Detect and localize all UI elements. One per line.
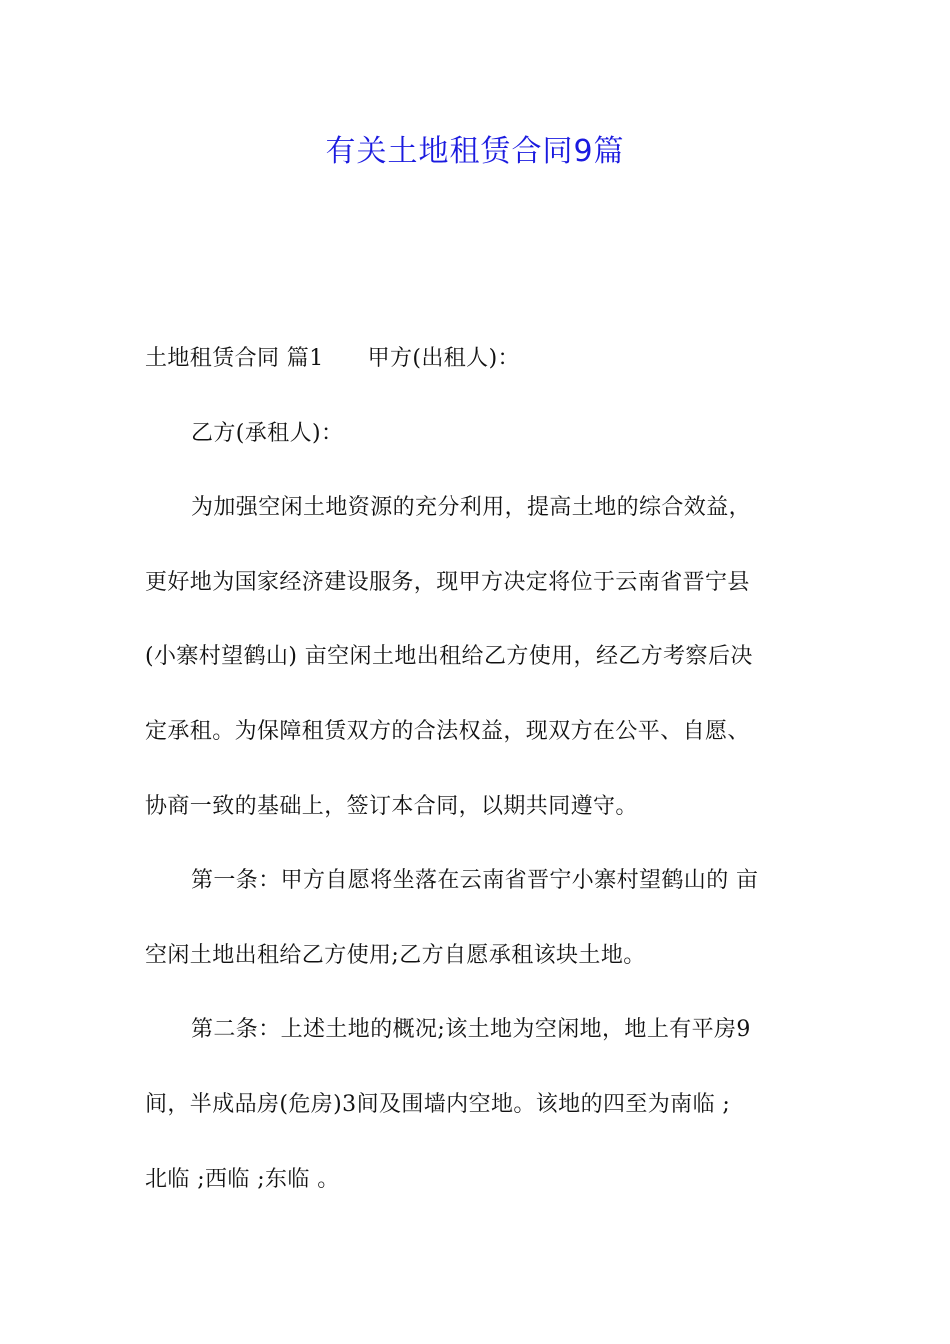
party-a-label: 甲方(出租人)：: [367, 346, 520, 371]
paragraph-intro-line-3: (小寨村望鹤山) 亩空闲土地出租给乙方使用，经乙方考察后决: [145, 644, 753, 670]
paragraph-intro-line-2: 更好地为国家经济建设服务，现甲方决定将位于云南省晋宁县: [145, 569, 750, 595]
contract-heading: 土地租赁合同 篇1: [145, 346, 324, 371]
paragraph-intro-line-1: 为加强空闲土地资源的充分利用，提高土地的综合效益，: [191, 495, 752, 521]
article-2-line-3: 北临 ;西临 ;东临 。: [145, 1166, 340, 1192]
contract-heading-line: [145, 339, 810, 414]
paragraph-intro-line-4: 定承租。为保障租赁双方的合法权益，现双方在公平、自愿、: [145, 718, 750, 744]
document-body: [145, 339, 810, 1234]
party-b-label: 乙方(承租人)：: [191, 420, 344, 446]
document-title: 有关土地租赁合同9篇: [325, 134, 625, 169]
paragraph-intro-line-5: 协商一致的基础上，签订本合同，以期共同遵守。: [145, 793, 638, 819]
article-1-line-1: 第一条：甲方自愿将坐落在云南省晋宁小寨村望鹤山的 亩: [191, 868, 759, 894]
article-2-line-2: 间，半成品房(危房)3间及围墙内空地。该地的四至为南临 ;: [145, 1091, 731, 1117]
article-2-line-1: 第二条：上述土地的概况;该土地为空闲地，地上有平房9: [191, 1017, 751, 1043]
article-1-line-2: 空闲土地出租给乙方使用;乙方自愿承租该块土地。: [145, 942, 646, 968]
